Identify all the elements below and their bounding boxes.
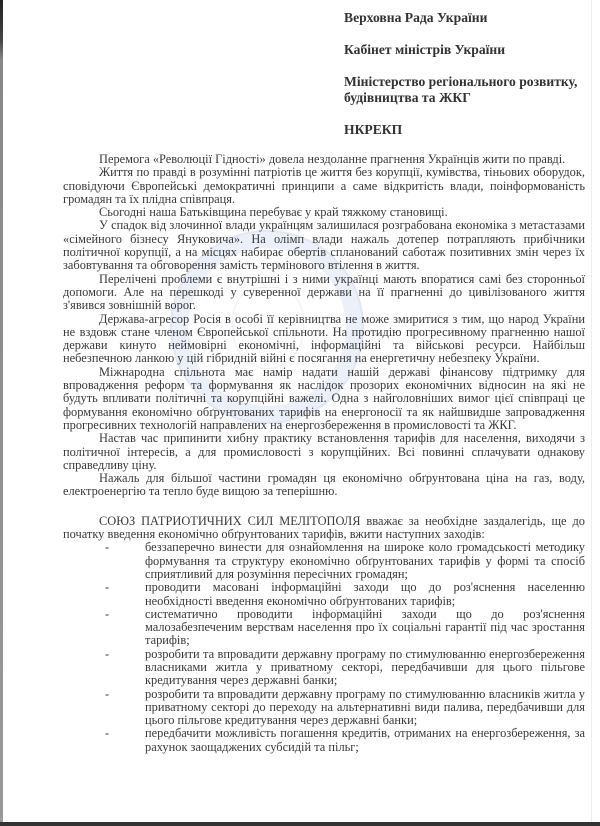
dash-bullet-icon: - xyxy=(105,540,110,555)
list-item-text: передбачити можливість погашення кредитів, отриманих на енергозбереження, за рахунок заощаджених субсидій та пільг; xyxy=(145,726,585,754)
list-item xyxy=(63,688,585,728)
addressee-nkrekp: НКРЕКП xyxy=(344,122,403,137)
dash-bullet-icon: - xyxy=(105,686,110,701)
list-item-text: розробити та впровадити державну програму по стимулюванню власників житла у приватному секторі до переходу на альтернативні види палива, передбачивши для цього пільгове кредитування через державні банки; xyxy=(145,686,585,728)
dash-bullet-icon: - xyxy=(105,580,110,595)
measures-list xyxy=(63,541,585,754)
paragraph: Перелічені проблеми є внутрішні і з ними українці мають впоратися самі без сторонньої допомоги. Але на перешкоді у суверенної держави на її прагненні до цивілізованого життя з'явився зовнішній ворог. xyxy=(63,271,585,313)
paragraph: Міжнародна спільнота має намір надати нашій державі фінансову підтримку для впровадження реформ та формування як наслідок прозорих економічних відносин на які не будуть впливати політичні та корупційні важелі. Одна з найголовніших вимог цієї співпраці це формування економічно обґрунтованих тарифів на енергоносії та як найшвидше запровадження прогресивних технологій направлених на енергозбереження в промисловості та ЖКГ. xyxy=(63,364,585,432)
measures-intro: СОЮЗ ПАТРИОТИЧНИХ СИЛ МЕЛІТОПОЛЯ вважає за необхідне заздалегідь, ще до початку введення економічно обґрунтованих тарифів, вжити наступних заходів: xyxy=(63,513,585,542)
paragraph: Настав час припинити хибну практику встановлення тарифів для населення, виходячи з політичної інтересів, а для промисловості з корупційних. Всі повинні сплачувати однакову справедливу ціну. xyxy=(63,431,585,472)
list-item xyxy=(63,581,585,608)
dash-bullet-icon: - xyxy=(105,606,110,621)
addressee-ministry-regional-development: Міністерство регіонального розвитку, будівництва та ЖКГ xyxy=(344,74,578,105)
list-item xyxy=(63,727,585,754)
dash-bullet-icon: - xyxy=(105,646,110,661)
addressee-cabinet-of-ministers: Кабінет міністрів України xyxy=(344,42,506,57)
paragraph: Сьогодні наша Батьківщина перебуває у край тяжкому становищі. xyxy=(99,205,448,220)
letter-body xyxy=(63,153,585,754)
list-item-text: систематично проводити інформаційні заходи що до роз'яснення малозабезпеченим верствам населення про їх соціальні гарантії під час зростання тарифів; xyxy=(145,606,585,648)
list-item xyxy=(63,608,585,648)
list-item-text: розробити та впровадити державну програму по стимулюванню енергозбереження власниками житла у приватному секторі, передбачивши для цього пільгове кредитування через державні банки; xyxy=(145,646,585,688)
list-item-text: беззаперечно винести для ознайомлення на широке коло громадськості методику формування та структуру економічно обґрунтованих тарифів у формі та спосіб сприятливий для розуміння пересічних громадян; xyxy=(145,540,585,581)
paragraph: У спадок від злочинної влади українцям залишилася розграбована економіка з метастазами «сімейного бізнесу Януковича». На олімп влади нажаль дотепер потрапляють прибічники політичної корупції, а на місцях набирає обертів спланований саботаж позитивних змін через їх забовтування та обговорення замість термінового втілення в життя. xyxy=(63,218,585,273)
list-item xyxy=(63,648,585,688)
paragraph: Перемога «Революції Гідності» довела нездоланне прагнення Українців жити по правді. xyxy=(99,152,566,166)
dash-bullet-icon: - xyxy=(105,726,110,741)
scan-left-edge xyxy=(0,0,3,826)
paragraph: Держава-агресор Росія в особі її керівництва не може змиритися з тим, що народ України не вздовж стане членом Європейської спільноти. На протидію прогресивному прагненню нашої держави кинуто неймовірні економічні, інформаційні та військові ресурси. Найбільш небезпечною ланкою у цій гібридній війні є посягання на енергетичну небезпеку України. xyxy=(63,311,585,366)
list-item-text: проводити масовані інформаційні заходи що до роз'яснення населенню необхідності введення економічно обґрунтованих тарифів; xyxy=(145,580,585,608)
paragraph: Нажаль для більшої частини громадян ця економічно обґрунтована ціна на газ, воду, електроенергію та тепло буде вищою за теперішню. xyxy=(63,471,585,499)
list-item xyxy=(63,541,585,581)
addressee-block xyxy=(344,10,594,154)
paragraph: Життя по правді в розумінні патріотів це життя без корупції, кумівства, тіньових оборудок, сповідуючи Європейські демократичні принципи а саме відкритість влади, поінформованість громадян та їх плідна співпраця. xyxy=(63,165,585,206)
scan-bottom-edge xyxy=(0,822,600,826)
addressee-verkhovna-rada: Верховна Рада України xyxy=(344,10,488,25)
